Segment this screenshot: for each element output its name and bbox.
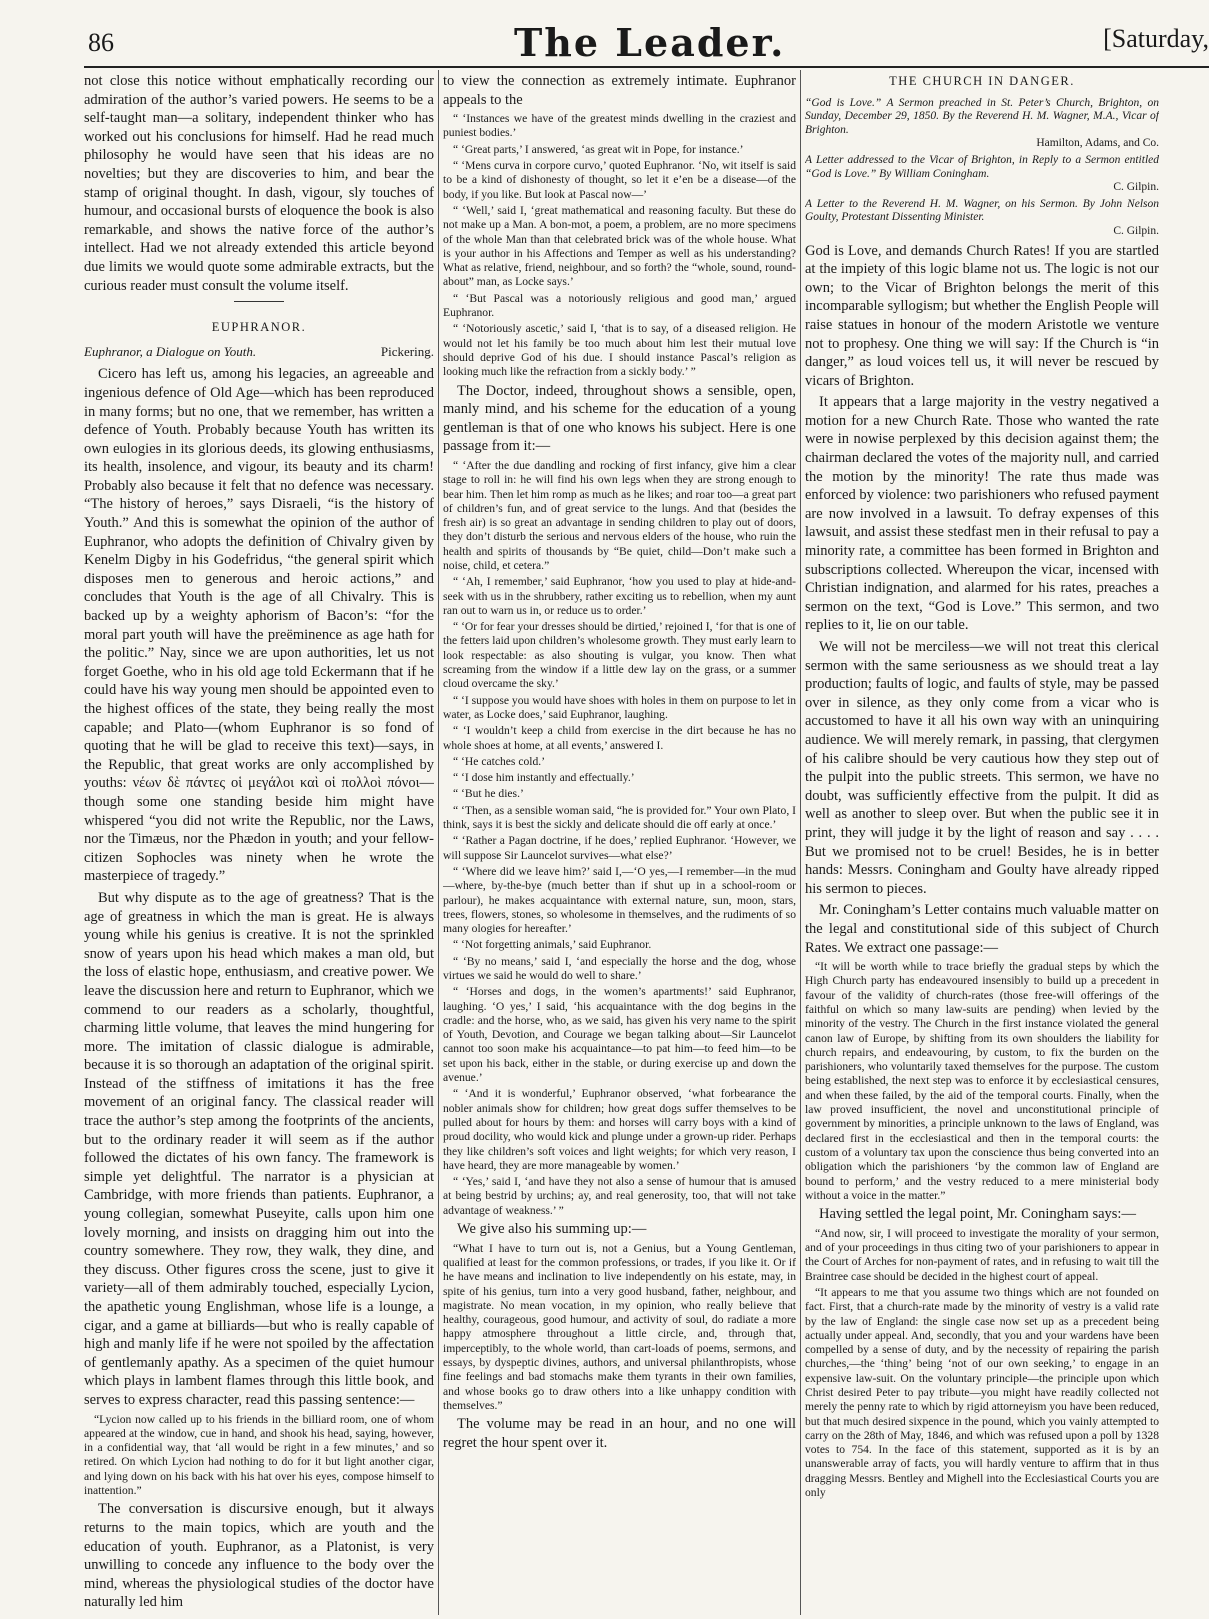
section-divider <box>234 301 284 302</box>
quoted-passage: “It appears to me that you assume two things which are not founded on fact. First, that a church-rate made by the minority of vestry is a valid rate by the law of England: the single case now set up as a precedent being actually under appeal. And, secondly, that you and your wardens have been compelled by a sense of duty, and by the necessity of repairing the parish churches,—the ‘thing’ being ‘not of our own seeking,’ to engage in an expensive law-suit. On the voluntary principle—the principle upon which Christ desired Peter to pay tribute—you might have readily collected not merely the penny rate to which by rigid attorneyism you have been reduced, but that much desired sixpence in the pound, which you vainly attempted to carry on the 28th of May, 1846, and which was refused upon a poll by 1328 votes to 754. In the face of this statement, supported as it is by an unanswerable array of facts, you will hardly venture to affirm that in thus dragging Messrs. Bentley and Mighell into the Ecclesiastical Courts you are only <box>805 1285 1159 1500</box>
bibliography-text: A Letter addressed to the Vicar of Brighton, in Reply to a Sermon entitled “God is Love.” By William Coningham. <box>805 153 1159 180</box>
quoted-passage: “ ‘Then, as a sensible woman said, “he is provided for.” Your own Plato, I think, says it is best the sickly and delicate should die off early at once.’ <box>443 803 796 832</box>
quoted-passage: “ ‘I wouldn’t keep a child from exercise in the dirt because he has no whole shoes at home, at all events,’ answered I. <box>443 724 796 752</box>
column-3 <box>805 72 1159 1617</box>
quoted-passage: “ ‘After the due dandling and rocking of first infancy, give him a clear stage to roll in: he will find his own legs when they are strong enough to bear him. Then let him romp as much as he likes; and roar too—a great part of children’s fun, and of great service to the lungs. And that (besides the fresh air) is so great an advantage in sending children to play out of doors, they don’t disturb the serious and nervous elders of the house, who ruin the health and spirits of thousands by “Be quiet, child—Don’t make such a noise, child, et cetera.” <box>443 458 796 572</box>
bibliography-text: “God is Love.” A Sermon preached in St. Peter’s Church, Brighton, on Sunday, December 29, 1850. By the Reverend H. M. Wagner, M.A., Vicar of Brighton. <box>805 96 1159 136</box>
article-paragraph: We give also his summing up:— <box>457 1221 647 1238</box>
quoted-passage: “ ‘Great parts,’ I answered, ‘as great wit in Pope, for instance.’ <box>453 142 744 156</box>
quoted-passage: “ ‘Horses and dogs, in the women’s apartments!’ said Euphranor, laughing. ‘O yes,’ I said, ‘his acquaintance with the dog begins in the cradle: and the horse, who, as we said, has given his very name to the spirit of Youth, Devotion, and Courage we began talking about—Sir Launcelot cannot too soon make his acquaintance—to pat him—to feed him—to be set upon his back, either in the stable, or during exercise up and down the avenue.’ <box>443 985 796 1085</box>
quoted-passage: “ ‘And it is wonderful,’ Euphranor observed, ‘what forbearance the nobler animals show for children; how great dogs suffer themselves to be pulled about for hours by them: and horses will carry boys with a kind of proud docility, who would kick and plunge under a grown-up rider. Perhaps they like children’s soft voices and light weights; for which very reason, I have heard, they are more manageable by women.’ <box>443 1087 796 1172</box>
quoted-passage: “What I have to turn out is, not a Genius, but a Young Gentleman, qualified at least for the common professions, or trades, if you like it. Or if he have means and inclination to live independently on his estate, may, in spite of his genius, turn into a very good husband, father, neighbour, and magistrate. No mean vocation, in my opinion, who really believe that healthy, courageous, good humour, and activity of soul, do radiate a more happy atmosphere throughout a little circle, and, through that, imperceptibly, to the whole world, than cart-loads of poems, sermons, and essays, by dyspeptic divines, authors, and universal philanthropists, whose fine feelings and bad stomachs make them tyrants in their own families, and whose books go to draw others into a like unhappy condition with themselves.” <box>443 1241 796 1412</box>
bibliography-entry <box>805 154 1159 195</box>
section-title: EUPHRANOR. <box>211 320 307 335</box>
quoted-passage: “ ‘Mens curva in corpore curvo,’ quoted Euphranor. ‘No, wit itself is said to be a kind of dishonesty of thought, so let it e’en be a disease—of the body, if you like. But look at Pascal now—’ <box>443 159 796 201</box>
article-paragraph: The Doctor, indeed, throughout shows a sensible, open, manly mind, and his scheme for the education of a young gentleman is that of one who knows his subject. Here is one passage from it:— <box>443 382 796 455</box>
quoted-passage: “ ‘Rather a Pagan doctrine, if he does,’ replied Euphranor. ‘However, we will suppose Sir Launcelot survives—what else?’ <box>443 834 796 862</box>
bibliography-entry <box>805 97 1159 151</box>
bibliography-publisher: Hamilton, Adams, and Co. <box>1036 137 1159 150</box>
bibliography-text: A Letter to the Reverend H. M. Wagner, on his Sermon. By John Nelson Goulty, Protestant Dissenting Minister. <box>805 197 1159 224</box>
book-publisher: Pickering. <box>380 343 434 359</box>
article-paragraph: We will not be merciless—we will not treat this clerical sermon with the same seriousness as we should treat a lay production; faults of logic, and faults of style, may be passed over in silence, as they only come from a vicar who is accustomed to have it all his own way with an uninquiring audience. We will merely remark, in passing, that clergymen of his calibre should be very cautious how they step out of the pulpit into the public streets. This sermon, we have no doubt, was sufficiently effective from the pulpit. It did as well as another to sleep over. But when the public see it in print, they will judge it by the light of reason and say . . . . But we promised not to be cruel! Besides, he is in better hands: Messrs. Coningham and Goulty have already ripped his sermon to pieces. <box>805 639 1159 897</box>
article-paragraph: Cicero has left us, among his legacies, an agreeable and ingenious defence of Old Age—which has been reproduced in many forms; but no one, that we remember, has written a defence of Youth. Probably because Youth has written its own eulogies in its glorious deeds, its glowing enthusiasms, its health, insolence, and vigour, its beauty and its charm! Probably also because it felt that no defence was necessary. “The history of heroes,” says Disraeli, “is the history of Youth.” And this is somewhat the opinion of the author of Euphranor, who adopts the definition of Chivalry given by Kenelm Digby in his Godefridus, “the general spirit which disposes men to generous and heroic actions,” and concludes that Youth is the age of all Chivalry. This is backed up by a weighty aphorism of Bacon’s: “for the moral part youth will have the preëminence as age hath for the politic.” Nay, since we are upon authorities, let us not forget Goethe, who in his old age told Eckermann that if he could have his way young men should be appointed even to the highest offices of the state, they being really the most capable; and Plato—(whom Euphranor is so fond of quoting that he will be glad to receive this text)—says, in the Republic, that great works are only accomplished by youths: νέων δὲ πάντες οἱ μεγάλοι καὶ οἱ πολλοὶ πόνοι—though some one standing beside him might have whispered “you did not write the Republic, nor the Laws, nor the Timæus, nor the Phædon in youth; and your fellow-citizen Sophocles was ninety when he wrote the masterpiece of tragedy.” <box>84 366 434 885</box>
page-number: 86 <box>88 28 114 57</box>
article-paragraph: The volume may be read in an hour, and no one will regret the hour spent over it. <box>443 1416 796 1451</box>
article-paragraph: God is Love, and demands Church Rates! If you are startled at the impiety of this logic blame not us. The logic is not our own; to the Vicar of Brighton belongs the merit of this incomparable syllogism; but whether the English People will raise statues in honour of the modern Aristotle we venture not to prophesy. One thing we will say: If the Church is “in danger,” as loud voices tell us, it will never be rescued by vicars of Brighton. <box>805 242 1159 389</box>
quoted-passage: “ ‘Well,’ said I, ‘great mathematical and reasoning faculty. But these do not make up a Man. A bon-mot, a poem, a problem, are no more specimens of the whole Man than that celebrated brick was of the whole house. What is your author in his Affections and Temper as well as his understanding? What as relative, friend, neighbour, and so forth? the “whole, sound, round-about” man, as Locke says.’ <box>443 203 796 289</box>
header-rule <box>84 66 1209 68</box>
quoted-passage: “ ‘Ah, I remember,’ said Euphranor, ‘how you used to play at hide-and-seek with us in the shrubbery, rather exciting us to rebellion, when my aunt ran out to warn us in, or reduce us to order.’ <box>443 575 796 617</box>
quoted-passage: “ ‘Notoriously ascetic,’ said I, ‘that is to say, of a diseased religion. He would not let his family be too much about him lest their mutual love should deprive God of his due. I should instance Pascal’s religion as looking much like the refraction from a sickly body.’ ” <box>443 322 796 379</box>
book-reference <box>84 343 434 362</box>
column-divider <box>438 70 439 1615</box>
column-1 <box>84 72 434 1617</box>
quoted-passage: “ ‘I dose him instantly and effectually.’ <box>453 771 635 785</box>
quoted-passage: “Lycion now called up to his friends in the billiard room, one of whom appeared at the window, cue in hand, and shook his head, saying, however, in a confidential way, that ‘all would be right in a few minutes,’ and so retired. On which Lycion had nothing to do for it but light another cigar, and lying down on his back with his hat over his eyes, compose himself to inattention.” <box>84 1412 434 1498</box>
article-paragraph: Mr. Coningham’s Letter contains much valuable matter on the legal and constitutional side of this subject of Church Rates. We extract one passage:— <box>805 902 1159 956</box>
quoted-passage: “ ‘Where did we leave him?’ said I,—‘O yes,—I remember—in the mud—where, by-the-bye (much better than if shut up in a school-room or parlour), he makes acquaintance with external nature, sun, moon, stars, trees, flowers, stones, so wholesome in themselves, and the rudiments of so many ologies for hereafter.’ <box>443 864 796 936</box>
quoted-passage: “It will be worth while to trace briefly the gradual steps by which the High Church party has endeavoured insensibly to build up a precedent in favour of the validity of church-rates (those free-will offerings of the faithful on which so many law-suits are pending) when levied by the minority of the vestry. The Church in the first instance violated the general canon law of Europe, by shifting from its own shoulders the liability for church repairs, and endeavouring, by custom, to fix the burden on the parishioners, who voluntarily taxed themselves for the purpose. The custom being established, the next step was to enforce it by ecclesiastical censures, and when these failed, by the aid of the temporal courts. Finally, when the law proved insufficient, the novel and unconstitutional principle of government by minorities, a principle unknown to the laws of England, was declared first in the ecclesiastical and then in the temporal courts: the custom of a voluntary tax upon the conscience thus being converted into an obligation which the parishioners ‘by the common law of England are bound to perform,’ and the vestry reduced to a mere ministerial body without a voice in the matter.” <box>805 960 1159 1202</box>
article-paragraph: But why dispute as to the age of greatness? That is the age of greatness in which the man is great. He is always young while his genius is creative. It is not the sprinkled snow of years upon his head which makes a man old, but the loss of elastic hope, enthusiasm, and creative power. We leave the discussion here and return to Euphranor, which we commend to our readers as a scholarly, thoughtful, charming little volume, that leaves the mind hungering for more. The imitation of classic dialogue is admirable, because it is so thorough an adaptation of the original spirit. Instead of the stiffness of imitations it has the free movement of an original fancy. The classical reader will trace the author’s step among the footprints of the ancients, but to the ordinary reader it will seem as if the author followed the dictates of his own fancy. The framework is simple yet delightful. The narrator is a physician at Cambridge, with more friends than patients. Euphranor, a young collegian, somewhat Puseyite, calls upon him one lovely morning, and insists on dragging him out into the country somewhere. They row, they walk, they dine, and they discuss. Other figures cross the scene, just to give it variety—all of them admirably touched, especially Lycion, the apathetic young Englishman, whose life is a lounge, a cigar, and a game at billiards—but who is really capable of high and manly life if he were not spoiled by the affectation of gentlemanly apathy. As a specimen of the quiet humour which plays in lambent flames through this little book, and serves to express character, read this passing sentence:— <box>84 889 434 1408</box>
quoted-passage: “ ‘Instances we have of the greatest minds dwelling in the craziest and puniest bodies.’ <box>443 112 796 140</box>
quoted-passage: “ ‘But he dies.’ <box>453 787 524 801</box>
column-2 <box>443 72 796 1617</box>
book-title: Euphranor, a Dialogue on Youth. <box>84 343 257 359</box>
section-title: THE CHURCH IN DANGER. <box>889 74 1075 88</box>
quoted-passage: “ ‘Not forgetting animals,’ said Euphranor. <box>453 938 652 952</box>
quoted-passage: “ ‘Or for fear your dresses should be dirtied,’ rejoined I, ‘for that is one of the fetters laid upon children’s wholesome growth. They must early learn to look respectable: as also shouting is vulgar, you know. Then what screaming from the window if a little dew lay on the grass, or a summer cloud overcame the sky.’ <box>443 620 796 691</box>
article-paragraph: Having settled the legal point, Mr. Coningham says:— <box>819 1206 1136 1223</box>
issue-day: [Saturday, <box>1103 24 1209 53</box>
quoted-passage: “ ‘I suppose you would have shoes with holes in them on purpose to let in water, as Locke does,’ said Euphranor, laughing. <box>443 693 796 721</box>
quoted-passage: “ ‘Yes,’ said I, ‘and have they not also a sense of humour that is amused at being bestrid by urchins; ay, and real generosity, too, that will not take advantage of weakness.’ ” <box>443 1175 796 1217</box>
quoted-passage: “ ‘But Pascal was a notoriously religious and good man,’ argued Euphranor. <box>443 291 796 320</box>
masthead-title: The Leader. <box>514 20 786 65</box>
article-paragraph: not close this notice without emphatically recording our admiration of the author’s varied powers. He seems to be a self-taught man—a solitary, independent thinker who has worked out his conclusions for himself. Had he read much philosophy he would have seen that his ideas are no novelties; but they are discoveries to him, and bear the stamp of original thought. In dash, vigour, sly touches of humour, and occasional bursts of eloquence the book is also remarkable, and shows the native force of the author’s intellect. Had we not already extended this article beyond due limits we would quote some admirable extracts, but the curious reader must consult the volume itself. <box>84 73 434 294</box>
page-header <box>84 14 1209 64</box>
article-paragraph: to view the connection as extremely intimate. Euphranor appeals to the <box>443 73 796 108</box>
quoted-passage: “And now, sir, I will proceed to investigate the morality of your sermon, and of your proceedings in thus citing two of your parishioners to appear in the Court of Arches for non-payment of rates, and in refusing to wait till the Braintree case should be decided in the highest court of appeal. <box>805 1226 1159 1283</box>
quoted-passage: “ ‘He catches cold.’ <box>453 754 546 768</box>
bibliography-entry <box>805 198 1159 239</box>
article-paragraph: The conversation is discursive enough, but it always returns to the main topics, which are youth and the education of youth. Euphranor, as a Platonist, is very unwilling to concede any influence to the body over the mind, whereas the physiological studies of the doctor have naturally led him <box>84 1501 434 1611</box>
bibliography-publisher: C. Gilpin. <box>1113 224 1159 237</box>
bibliography-publisher: C. Gilpin. <box>1113 181 1159 194</box>
quoted-passage: “ ‘By no means,’ said I, ‘and especially the horse and the dog, whose virtues we said he would do well to share.’ <box>443 954 796 982</box>
column-divider <box>800 70 801 1615</box>
article-paragraph: It appears that a large majority in the vestry negatived a motion for a new Church Rate. Those who wanted the rate were in nowise perplexed by this decision against them; the chairman declared the votes of the majority null, and carried the motion by the minority! The rate thus made was enforced by violence: two parishioners who refused payment are now involved in a lawsuit. To defray expenses of this lawsuit, and assist these stedfast men in their refusal to pay a minority rate, a committee has been formed in Brighton and subscriptions collected. Whereupon the vicar, incensed with Christian indignation, and alarmed for his rates, preaches a sermon on the text, “God is Love.” This sermon, and two replies to it, lie on our table. <box>805 394 1159 634</box>
